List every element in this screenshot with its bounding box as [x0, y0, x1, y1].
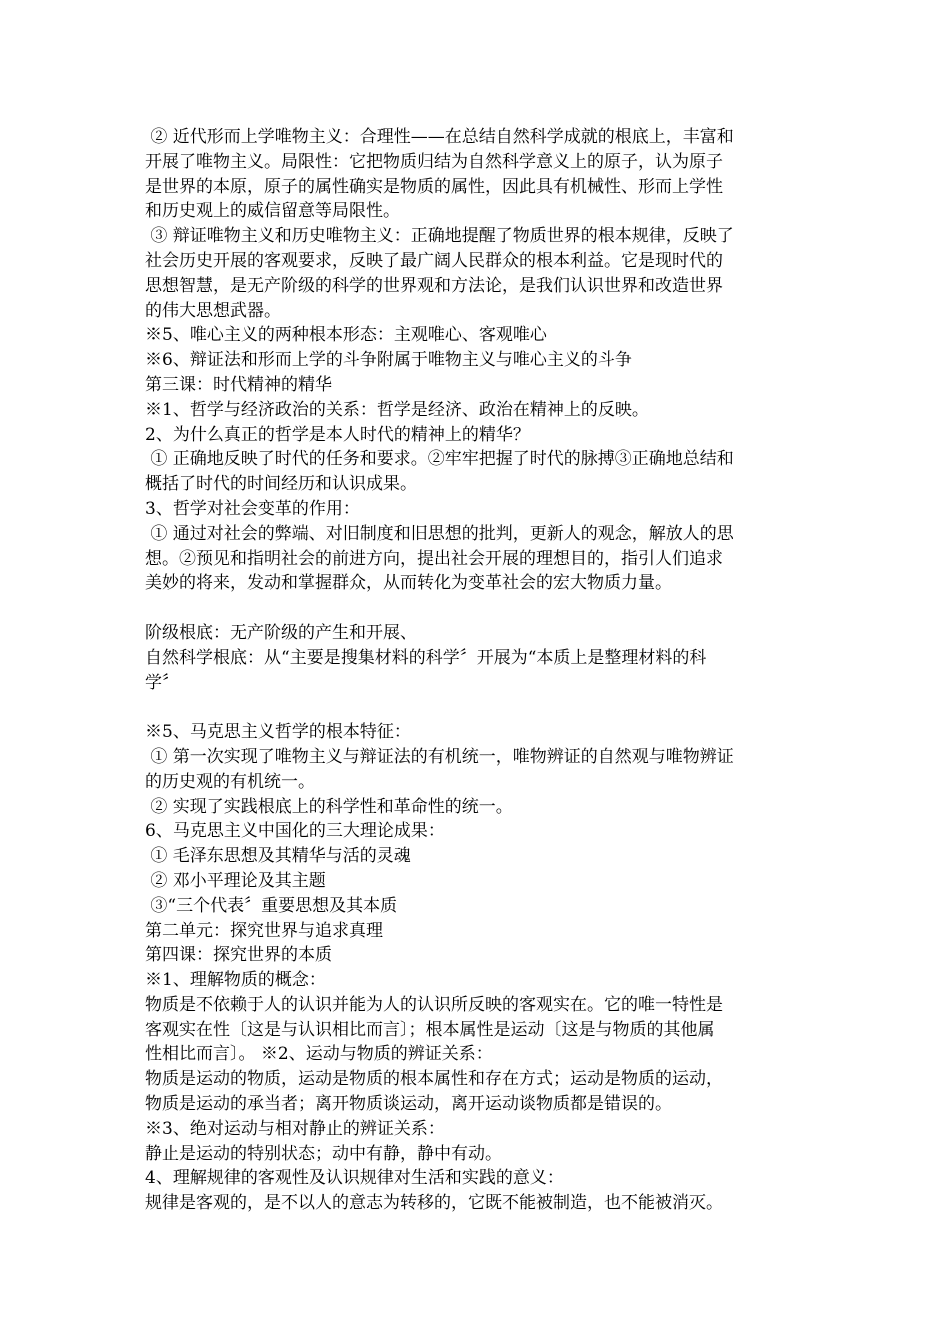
text-line: 6、马克思主义中国化的三大理论成果：: [145, 821, 445, 842]
text-line: ① 毛泽东思想及其精华与活的灵魂: [145, 846, 411, 867]
text-line: 想。②预见和指明社会的前进方向，提出社会开展的理想目的，指引人们追求: [145, 548, 723, 569]
text-line: 客观实在性〔这是与认识相比而言〕；根本属性是运动〔这是与物质的其他属: [145, 1019, 715, 1040]
text-line: ③ 辩证唯物主义和历史唯物主义：正确地提醒了物质世界的根本规律，反映了: [145, 226, 734, 247]
text-line: ② 邓小平理论及其主题: [145, 870, 326, 891]
text-line: 思想智慧，是无产阶级的科学的世界观和方法论，是我们认识世界和改造世界: [145, 275, 723, 296]
text-line: ※6、辩证法和形而上学的斗争附属于唯物主义与唯心主义的斗争: [145, 350, 632, 371]
text-line: 的历史观的有机统一。: [145, 771, 315, 792]
text-line: 规律是客观的，是不以人的意志为转移的，它既不能被制造，也不能被消灭。: [145, 1193, 723, 1214]
text-line: 概括了时代的时间经历和认识成果。: [145, 474, 417, 495]
text-line: ① 通过对社会的弊端、对旧制度和旧思想的批判，更新人的观念，解放人的思: [145, 523, 734, 544]
text-line: 4、理解规律的客观性及认识规律对生活和实践的意义：: [145, 1168, 564, 1189]
text-line: ※5、唯心主义的两种根本形态：主观唯心、客观唯心: [145, 325, 547, 346]
text-line: 自然科学根底：从“主要是搜集材料的科学〞开展为“本质上是整理材料的科: [145, 647, 707, 668]
text-line: ① 正确地反映了时代的任务和要求。②牢牢把握了时代的脉搏③正确地总结和: [145, 449, 734, 470]
text-line: ※1、哲学与经济政治的关系：哲学是经济、政治在精神上的反映。: [145, 399, 649, 420]
text-line: 2、为什么真正的哲学是本人时代的精神上的精华？: [145, 424, 530, 445]
text-line: 是世界的本原，原子的属性确实是物质的属性，因此具有机械性、形而上学性: [145, 176, 723, 197]
text-line: 和历史观上的威信留意等局限性。: [145, 201, 400, 222]
blank-line: [145, 695, 807, 720]
unit-heading: 第二单元：探究世界与追求真理: [145, 920, 383, 941]
text-line: 社会历史开展的客观要求，反映了最广阔人民群众的根本利益。它是现时代的: [145, 250, 723, 271]
text-line: ② 近代形而上学唯物主义：合理性——在总结自然科学成就的根底上，丰富和: [145, 127, 734, 147]
text-line: 开展了唯物主义。局限性：它把物质归结为自然科学意义上的原子，认为原子: [145, 151, 723, 172]
blank-line: [145, 596, 807, 621]
text-line: ※3、绝对运动与相对静止的辨证关系：: [145, 1118, 445, 1139]
lesson-heading: 第三课：时代精神的精华: [145, 374, 332, 395]
text-line: 学〞: [145, 672, 179, 693]
text-line: 物质是不依赖于人的认识并能为人的认识所反映的客观实在。它的唯一特性是: [145, 994, 723, 1015]
text-line: 物质是运动的承当者；离开物质谈运动，离开运动谈物质都是错误的。: [145, 1094, 672, 1115]
text-line: 物质是运动的物质，运动是物质的根本属性和存在方式；运动是物质的运动，: [145, 1069, 723, 1090]
text-line: 性相比而言〕。 ※2、运动与物质的辨证关系：: [145, 1044, 493, 1065]
text-line: ③“三个代表〞重要思想及其本质: [145, 895, 398, 916]
text-line: ② 实现了实践根底上的科学性和革命性的统一。: [145, 796, 513, 817]
text-line: 3、哲学对社会变革的作用：: [145, 498, 360, 519]
text-line: ※1、理解物质的概念：: [145, 970, 326, 991]
text-line: 阶级根底：无产阶级的产生和开展、: [145, 622, 417, 643]
document-page: [145, 125, 807, 1216]
text-line: 美妙的将来，发动和掌握群众，从而转化为变革社会的宏大物质力量。: [145, 573, 672, 594]
text-line: 的伟大思想武器。: [145, 300, 281, 321]
lesson-heading: 第四课：探究世界的本质: [145, 945, 332, 966]
text-line: 静止是运动的特别状态；动中有静，静中有动。: [145, 1143, 502, 1164]
text-line: ※5、马克思主义哲学的根本特征：: [145, 722, 411, 743]
text-line: ① 第一次实现了唯物主义与辩证法的有机统一，唯物辨证的自然观与唯物辨证: [145, 746, 734, 767]
